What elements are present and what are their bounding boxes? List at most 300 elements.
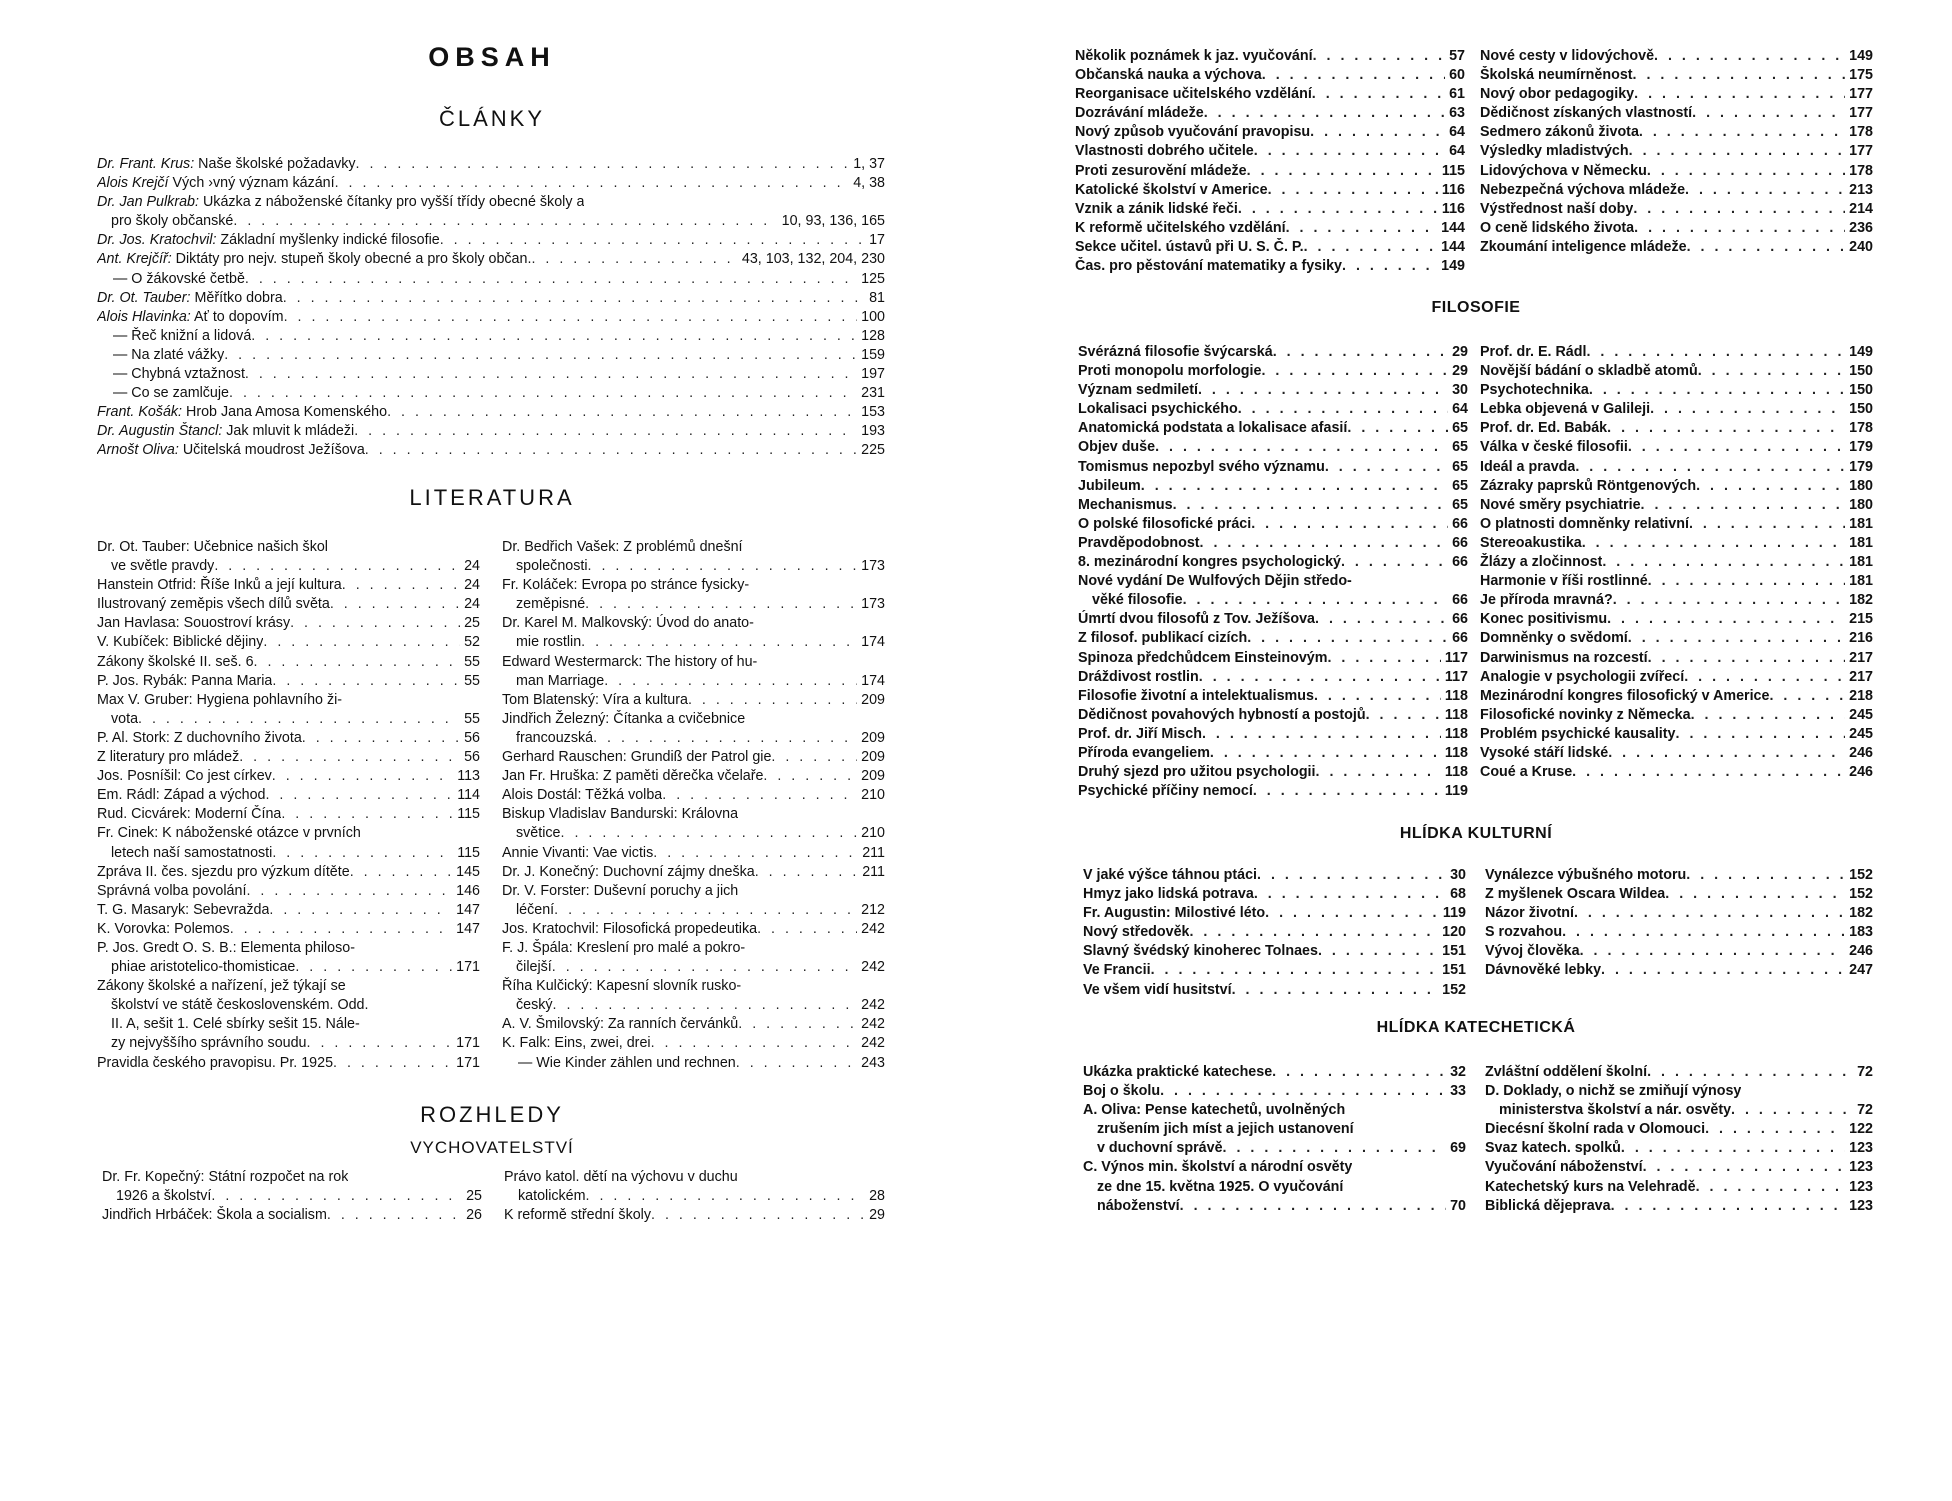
dot-leader: [1634, 85, 1845, 104]
entry-page-number: 26: [466, 1207, 482, 1224]
toc-entry: [1480, 400, 1873, 419]
entry-text: Annie Vivanti: Vae victis: [502, 844, 654, 861]
dot-leader: [604, 672, 857, 691]
entry-text: [97, 193, 584, 212]
entry-text: Druhý sjezd pro užitou psychologii: [1078, 764, 1316, 781]
entry-text: V. Kubíček: Biblické dějiny: [97, 634, 264, 651]
entry-text: český: [516, 997, 553, 1014]
dot-leader: [335, 174, 850, 193]
toc-entry: [97, 155, 885, 174]
entry-page-number: 64: [1449, 124, 1465, 141]
toc-entry: [1078, 458, 1468, 477]
toc-entry: [1083, 961, 1466, 980]
entry-text: Úmrtí dvou filosofů z Tov. Ježíšova: [1078, 611, 1315, 628]
entry-author: Arnošt Oliva:: [97, 442, 179, 459]
entry-title: Ať to dopovím: [193, 308, 284, 325]
entry-page-number: 65: [1452, 458, 1468, 475]
dot-leader: [1183, 591, 1449, 610]
entry-page-number: 181: [1849, 554, 1873, 571]
entry-text: Lebka objevená v Galileji: [1480, 401, 1651, 418]
dot-leader: [1654, 47, 1845, 66]
entry-text: [97, 403, 387, 422]
dot-leader: [1643, 1158, 1846, 1177]
toc-entry: [502, 538, 885, 557]
dot-leader: [302, 729, 460, 748]
toc-entry: [1480, 572, 1873, 591]
entry-page-number: 120: [1442, 924, 1466, 941]
entry-text: Zázraky paprsků Röntgenových: [1480, 477, 1697, 494]
entry-text: Vznik a zánik lidské řeči: [1075, 200, 1238, 217]
entry-page-number: 114: [457, 787, 480, 804]
toc-entry: [1083, 1158, 1466, 1177]
entry-text: ze dne 15. května 1925. O vyučování: [1097, 1178, 1344, 1195]
entry-text: [97, 174, 335, 193]
toc-entry: [97, 1054, 480, 1073]
toc-entry: [1083, 1101, 1466, 1120]
dot-leader: [330, 595, 460, 614]
entry-title: — O žákovské četbě: [113, 270, 245, 287]
entry-text: Dr. Fr. Kopečný: Státní rozpočet na rok: [102, 1169, 349, 1185]
entry-text: Ve všem vidí husitství: [1083, 981, 1232, 998]
toc-entry: [1485, 1139, 1873, 1158]
entry-page-number: 55: [464, 653, 480, 670]
entry-author: Frant. Košák:: [97, 404, 183, 421]
toc-entry: [97, 748, 480, 767]
entry-text: Válka v české filosofii: [1480, 439, 1628, 456]
toc-entry: [1078, 763, 1468, 782]
entry-page-number: 65: [1452, 496, 1468, 513]
entry-text: Darwinismus na rozcestí: [1480, 649, 1648, 666]
dot-leader: [272, 767, 453, 786]
dot-leader: [245, 270, 857, 289]
katechet-heading: HLÍDKA KATECHETICKÁ: [1376, 1019, 1576, 1036]
toc-entry: [1480, 649, 1873, 668]
entry-text: Školská neumírněnost: [1480, 67, 1633, 84]
entry-text: Vysoké stáří lidské: [1480, 744, 1609, 761]
entry-text: Objev duše: [1078, 439, 1156, 456]
toc-entry: [1083, 885, 1466, 904]
entry-text: věké filosofie: [1092, 592, 1183, 609]
dot-leader: [1155, 438, 1448, 457]
toc-entry: [1078, 744, 1468, 763]
dot-leader: [1611, 1197, 1846, 1216]
vychovatelstvi-continued-column-2: [1480, 47, 1873, 257]
entry-page-number: 147: [456, 920, 480, 937]
toc-entry: [97, 920, 480, 939]
entry-page-number: 66: [1452, 554, 1468, 571]
toc-entry: [97, 538, 480, 557]
toc-entry: [1083, 866, 1466, 885]
dot-leader: [1633, 200, 1845, 219]
toc-entry: [102, 1206, 482, 1225]
toc-entry: [502, 691, 885, 710]
dot-leader: [230, 920, 452, 939]
dot-leader: [1580, 942, 1846, 961]
toc-entry: [1083, 1082, 1466, 1101]
toc-entry: [1075, 123, 1465, 142]
entry-page-number: 64: [1449, 143, 1465, 160]
dot-leader: [1210, 744, 1441, 763]
toc-entry: [1083, 1178, 1466, 1197]
toc-entry: [97, 557, 480, 576]
entry-page-number: 116: [1441, 200, 1465, 217]
dot-leader: [272, 844, 453, 863]
dot-leader: [1685, 181, 1845, 200]
toc-entry: [97, 729, 480, 748]
toc-entry: [502, 958, 885, 977]
entry-page-number: 55: [464, 672, 480, 689]
toc-entry: [97, 958, 480, 977]
entry-text: Dr. Bedřich Vašek: Z problémů dnešní: [502, 539, 743, 555]
toc-entry: [1480, 496, 1873, 515]
toc-entry: [1078, 534, 1468, 553]
entry-text: školství ve státě československém. Odd.: [111, 997, 369, 1014]
entry-page-number: 119: [1444, 783, 1468, 800]
dot-leader: [1223, 1139, 1447, 1158]
entry-text: Diecésní školní rada v Olomouci: [1485, 1121, 1706, 1138]
dot-leader: [1562, 923, 1845, 942]
entry-page-number: 61: [1449, 86, 1465, 103]
dot-leader: [1607, 419, 1845, 438]
dot-leader: [1698, 362, 1845, 381]
dot-leader: [354, 422, 857, 441]
dot-leader: [1189, 923, 1438, 942]
dot-leader: [1160, 1082, 1446, 1101]
entry-page-number: 118: [1444, 764, 1468, 781]
entry-page-number: 181: [1849, 515, 1873, 532]
toc-entry: [1078, 610, 1468, 629]
toc-entry: [97, 250, 885, 269]
toc-entry: [502, 920, 885, 939]
entry-page-number: 81: [869, 289, 885, 306]
toc-entry: [1078, 668, 1468, 687]
entry-text: Vyučování náboženství: [1485, 1159, 1643, 1176]
entry-page-number: 149: [1849, 48, 1873, 64]
dot-leader: [263, 633, 460, 652]
toc-entry: [1078, 477, 1468, 496]
toc-entry: [97, 1015, 480, 1034]
entry-text: Hanstein Otfrid: Říše Inků a její kultura: [97, 577, 342, 594]
toc-entry: [1480, 610, 1873, 629]
entry-text: Říha Kulčický: Kapesní slovník rusko-: [502, 978, 742, 995]
entry-text: [97, 441, 365, 460]
entry-page-number: 65: [1452, 439, 1468, 456]
toc-entry: [1078, 591, 1468, 610]
dot-leader: [1628, 629, 1845, 648]
toc-entry: [1480, 553, 1873, 572]
dot-leader: [553, 996, 858, 1015]
entry-page-number: 152: [1849, 867, 1873, 883]
entry-author: Dr. Ot. Tauber:: [97, 289, 191, 306]
dot-leader: [342, 576, 460, 595]
toc-entry: [1083, 1063, 1466, 1082]
entry-text: léčení: [516, 901, 555, 918]
toc-entry: [1075, 238, 1465, 257]
entry-page-number: 117: [1444, 668, 1468, 685]
toc-entry: [1485, 885, 1873, 904]
entry-page-number: 24: [464, 577, 480, 594]
entry-text: Nebezpečná výchova mládeže: [1480, 181, 1686, 198]
toc-entry: [1485, 923, 1873, 942]
entry-text: [113, 384, 229, 403]
dot-leader: [1247, 629, 1448, 648]
entry-text: Výstřednost naší doby: [1480, 200, 1634, 217]
toc-entry: [1480, 162, 1873, 181]
toc-entry: [102, 1168, 482, 1187]
dot-leader: [295, 958, 452, 977]
toc-entry: [502, 805, 885, 824]
entry-page-number: 209: [861, 768, 885, 785]
entry-page-number: 150: [1849, 382, 1873, 399]
dot-leader: [1313, 47, 1446, 66]
toc-entry: [502, 1015, 885, 1034]
dot-leader: [1265, 904, 1439, 923]
entry-text: Sekce učitel. ústavů při U. S. Č. P.: [1075, 238, 1304, 255]
toc-entry: [97, 595, 480, 614]
dot-leader: [1586, 343, 1845, 362]
entry-text: Domněnky o svědomí: [1480, 630, 1628, 647]
dot-leader: [1141, 477, 1448, 496]
vychovatelstvi-column-1: [102, 1168, 482, 1225]
entry-page-number: 33: [1450, 1083, 1466, 1100]
toc-entry: [1480, 66, 1873, 85]
toc-entry: [97, 691, 480, 710]
dot-leader: [1648, 572, 1846, 591]
dot-leader: [1200, 534, 1449, 553]
toc-entry: [502, 996, 885, 1015]
entry-text: ve světle pravdy: [111, 558, 215, 575]
toc-entry: [1078, 572, 1468, 591]
dot-leader: [1621, 1139, 1845, 1158]
entry-text: ministerstva školství a nár. osvěty: [1499, 1102, 1732, 1119]
entry-page-number: 28: [869, 1188, 885, 1205]
entry-text: Ideál a pravda: [1480, 458, 1576, 475]
entry-page-number: 66: [1452, 515, 1468, 532]
toc-entry: [502, 786, 885, 805]
toc-entry: [1480, 591, 1873, 610]
entry-page-number: 209: [861, 729, 885, 746]
dot-leader: [586, 1187, 866, 1206]
toc-entry: [1078, 629, 1468, 648]
entry-text: A. V. Šmilovský: Za ranních červánků: [502, 1016, 739, 1033]
entry-text: Katolické školství v Americe: [1075, 181, 1268, 198]
entry-text: vota: [111, 710, 139, 727]
entry-page-number: 153: [861, 404, 885, 421]
entry-text: Nové vydání De Wulfových Dějin středo-: [1078, 573, 1352, 590]
toc-entry: [1480, 362, 1873, 381]
entry-text: Občanská nauka a výchova: [1075, 67, 1262, 84]
entry-text: společnosti: [516, 558, 588, 575]
entry-page-number: 29: [869, 1207, 885, 1224]
dot-leader: [1254, 142, 1445, 161]
entry-text: Dědičnost povahových hybností a postojů: [1078, 706, 1366, 723]
entry-text: V jaké výšce táhnou ptáci: [1083, 867, 1258, 883]
entry-text: zeměpisné: [516, 596, 586, 613]
toc-entry: [97, 710, 480, 729]
entry-text: Zákony školské a nařízení, jež týkají se: [97, 978, 346, 995]
toc-entry: [502, 614, 885, 633]
dot-leader: [688, 691, 857, 710]
entry-page-number: 177: [1849, 86, 1873, 103]
dot-leader: [531, 250, 737, 269]
toc-entry: [504, 1206, 885, 1225]
entry-page-number: 63: [1449, 105, 1465, 122]
entry-page-number: 55: [464, 710, 480, 727]
entry-page-number: 144: [1441, 238, 1465, 255]
entry-page-number: 171: [456, 1035, 480, 1052]
toc-entry: [97, 289, 885, 308]
dot-leader: [1696, 1178, 1846, 1197]
entry-text: Dr. Ot. Tauber: Učebnice našich škol: [97, 539, 328, 555]
dot-leader: [653, 844, 858, 863]
dot-leader: [1315, 610, 1448, 629]
dot-leader: [1634, 219, 1845, 238]
toc-entry: [97, 863, 480, 882]
entry-page-number: 30: [1452, 382, 1468, 399]
dot-leader: [1273, 343, 1448, 362]
toc-entry: [1083, 923, 1466, 942]
entry-text: 1926 a školství: [116, 1188, 212, 1205]
dot-leader: [1691, 706, 1846, 725]
toc-entry: [1075, 66, 1465, 85]
toc-entry: [502, 977, 885, 996]
dot-leader: [1575, 458, 1845, 477]
entry-page-number: 115: [457, 806, 480, 823]
entry-page-number: 245: [1849, 725, 1873, 742]
entry-text: francouzská: [516, 729, 594, 746]
entry-page-number: 64: [1452, 401, 1468, 418]
entry-page-number: 216: [1849, 630, 1873, 647]
entry-title: Vých ›vný význam kázání: [172, 175, 335, 192]
entry-text: [111, 212, 233, 231]
dot-leader: [1312, 85, 1445, 104]
entry-text: Fr. Cinek: K náboženské otázce v prvních: [97, 825, 361, 842]
entry-text: K. Vorovka: Polemos: [97, 920, 230, 937]
toc-entry: [1480, 419, 1873, 438]
entry-text: Sedmero zákonů života: [1480, 124, 1639, 141]
entry-text: Dr. Karel M. Malkovský: Úvod do anato-: [502, 615, 754, 632]
entry-page-number: 17: [869, 232, 885, 249]
dot-leader: [1686, 866, 1845, 885]
toc-entry: [504, 1168, 885, 1187]
entry-page-number: 181: [1849, 573, 1873, 590]
dot-leader: [1572, 763, 1845, 782]
entry-text: Dědičnost získaných vlastností: [1480, 105, 1693, 122]
toc-entry: [1075, 47, 1465, 66]
toc-entry: [1075, 200, 1465, 219]
toc-entry: [502, 672, 885, 691]
toc-entry: [97, 346, 885, 365]
entry-text: Jindřich Železný: Čítanka a cvičebnice: [502, 710, 746, 727]
entry-text: Proti monopolu morfologie: [1078, 363, 1262, 380]
toc-entry: [502, 576, 885, 595]
dot-leader: [214, 557, 460, 576]
dot-leader: [1310, 123, 1445, 142]
dot-leader: [1253, 782, 1441, 801]
entry-page-number: 209: [861, 691, 885, 708]
toc-entry: [1485, 1158, 1873, 1177]
entry-text: Mezinárodní kongres filosofický v Americe: [1480, 687, 1770, 704]
entry-page-number: 211: [862, 844, 885, 861]
entry-text: P. Al. Stork: Z duchovního života: [97, 729, 302, 746]
entry-text: v duchovní správě: [1097, 1140, 1223, 1157]
entry-page-number: 240: [1849, 238, 1873, 255]
entry-title: Učitelská moudrost Ježíšova: [182, 442, 365, 459]
toc-entry: [1078, 419, 1468, 438]
entry-page-number: 57: [1449, 48, 1465, 64]
entry-author: Alois Hlavinka:: [97, 308, 191, 325]
toc-entry: [1480, 515, 1873, 534]
entry-page-number: 144: [1441, 219, 1465, 236]
entry-page-number: 242: [861, 1035, 885, 1052]
entry-page-number: 66: [1452, 592, 1468, 609]
entry-text: Ukázka praktické katechese: [1083, 1064, 1273, 1080]
entry-text: Dr. V. Forster: Duševní poruchy a jich: [502, 882, 739, 899]
dot-leader: [552, 958, 857, 977]
entry-page-number: 211: [862, 863, 885, 880]
toc-entry: [1075, 219, 1465, 238]
entry-page-number: 246: [1849, 744, 1873, 761]
entry-page-number: 117: [1444, 649, 1468, 666]
toc-entry: [97, 977, 480, 996]
dot-leader: [1316, 763, 1441, 782]
toc-entry: [97, 270, 885, 289]
toc-entry: [502, 863, 885, 882]
dot-leader: [1254, 885, 1446, 904]
entry-text: [97, 422, 354, 441]
entry-text: [113, 365, 245, 384]
toc-entry: [1480, 343, 1873, 362]
toc-entry: [502, 844, 885, 863]
toc-entry: [1480, 668, 1873, 687]
entry-text: Tom Blatenský: Víra a kultura: [502, 691, 688, 708]
entry-text: Nové cesty v lidovýchově: [1480, 48, 1655, 64]
vychovatelstvi-continued-column-1: [1075, 47, 1465, 276]
kulturni-heading: HLÍDKA KULTURNÍ: [1399, 825, 1553, 842]
dot-leader: [1304, 238, 1438, 257]
entry-text: Stereoakustika: [1480, 534, 1582, 551]
entry-page-number: 10, 93, 136, 165: [781, 213, 885, 230]
dot-leader: [224, 346, 857, 365]
entry-page-number: 123: [1849, 1140, 1873, 1157]
entry-page-number: 210: [861, 787, 885, 804]
entry-page-number: 128: [861, 327, 885, 344]
entry-text: Psychické příčiny nemocí: [1078, 783, 1253, 800]
dot-leader: [651, 1206, 865, 1225]
entry-page-number: 24: [464, 596, 480, 613]
dot-leader: [1687, 238, 1846, 257]
toc-entry: [1083, 1120, 1466, 1139]
rozhledy-heading: ROZHLEDY: [420, 1102, 564, 1127]
entry-page-number: 174: [861, 634, 885, 651]
dot-leader: [1318, 942, 1438, 961]
entry-text: Problém psychické kausality: [1480, 725, 1676, 742]
dot-leader: [736, 1054, 857, 1073]
entry-text: Nové směry psychiatrie: [1480, 496, 1641, 513]
entry-page-number: 151: [1442, 943, 1466, 960]
entry-title: Naše školské požadavky: [198, 156, 356, 172]
toc-entry: [97, 1034, 480, 1053]
entry-page-number: 179: [1849, 439, 1873, 456]
toc-entry: [502, 1054, 885, 1073]
dot-leader: [757, 920, 857, 939]
entry-text: [97, 250, 531, 269]
toc-entry: [1078, 343, 1468, 362]
entry-page-number: 181: [1849, 534, 1873, 551]
toc-entry: [1480, 200, 1873, 219]
dot-leader: [581, 633, 857, 652]
toc-entry: [1485, 1101, 1873, 1120]
